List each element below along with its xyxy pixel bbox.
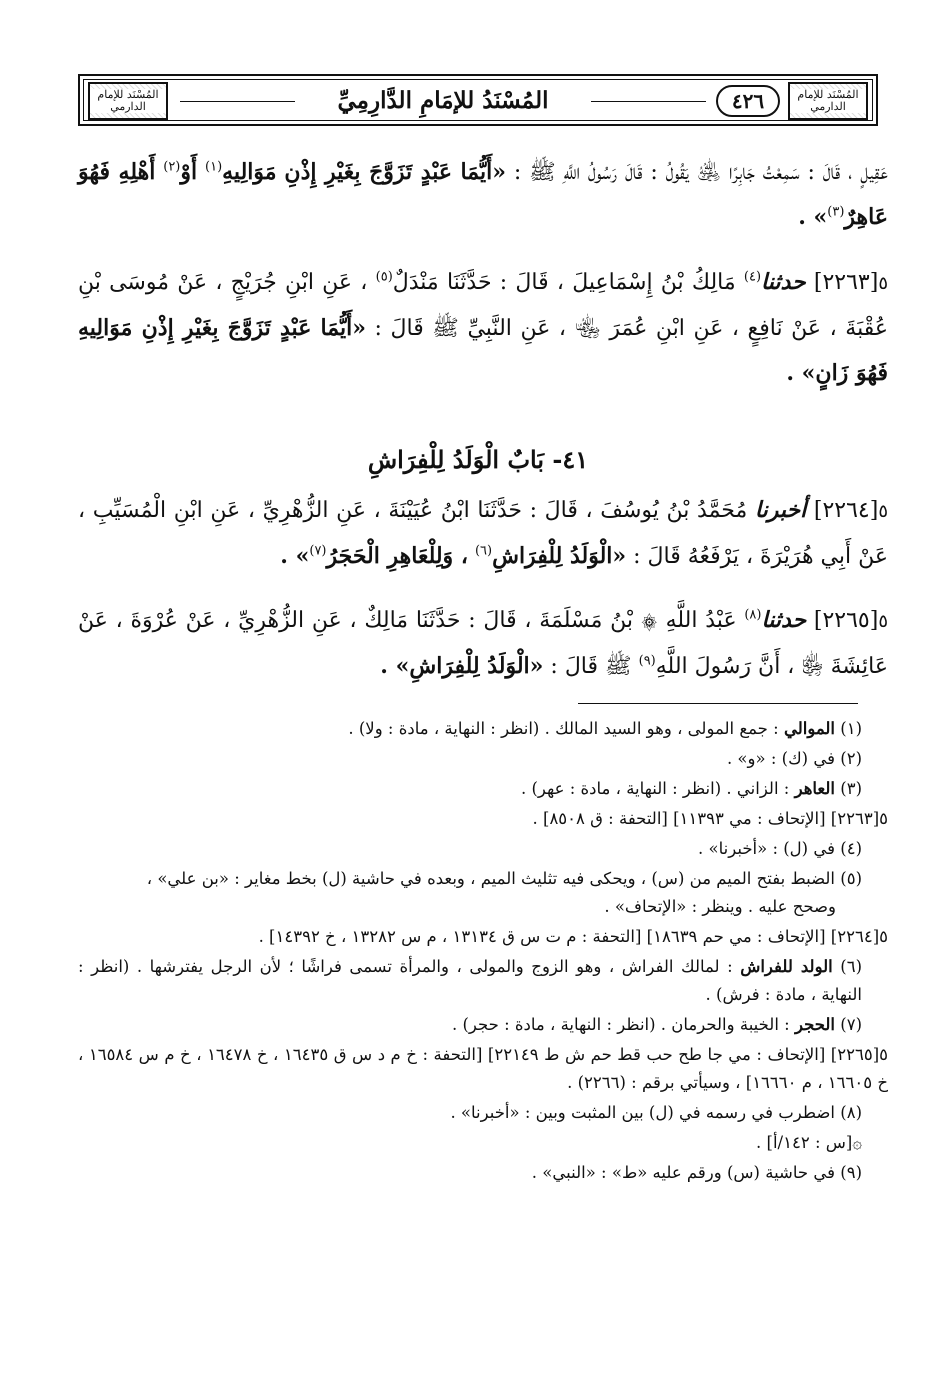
transmission-term: أخبرنا — [754, 497, 807, 523]
book-emblem-right: المُسْنَد للإمام الدارمي — [788, 82, 868, 120]
note-num: (٧) — [840, 1015, 862, 1034]
page-header — [78, 74, 878, 126]
isnad-text: ﷺ قَالَ : — [550, 654, 632, 679]
hadith-marker: ٥ — [878, 611, 888, 632]
note-text: ٥[٢٢٦٥] [الإتحاف : مي جا طح حب قط حم ش ط ٢٢١٤٩] [التحفة : خ م د س ق ١٦٤٣٥ ، خ — [256, 1045, 888, 1064]
hadith-2263 — [78, 260, 888, 396]
footnote-8: (٨) اضطرب في رسمه في (ل) بين المثبت وبين : «أخبرنا» . — [450, 1103, 862, 1122]
note-num: (٦) — [840, 957, 863, 976]
isnad-text: مُحَمَّدُ بْنُ يُوسُفَ ، قَالَ : حَدَّثَنَا ابْنُ عُيَيْنَةَ ، عَنِ الزُّهْرِيِّ ، عَنِ ابْنِ الْمُسَيِّبِ ، عَنْ أَبِي هُرَيْرَةَ ، يَرْفَعُهُ قَالَ : — [78, 498, 888, 569]
hadith-marker: ٥ — [878, 273, 888, 294]
takhrij-2264: ٥[٢٢٦٤] [الإتحاف : مي حم ١٨٦٣٩] [التحفة : م ت س ق ١٣١٣٤ ، م س ١٣٢٨٢ ، خ ١٤٣٩٢] . — [258, 927, 888, 946]
quote-end: » . — [798, 204, 828, 230]
hadith-number: [٢٢٦٣] — [813, 270, 879, 295]
note-text: وصحح عليه . وينظر : «الإتحاف» . — [604, 897, 836, 916]
text: عَقِيلٍ ، قَالَ : سَمِعْتُ جَابِرًا ﵁ يَقُولُ : قَالَ رَسُولُ اللَّهِ ﷺ : — [513, 160, 888, 185]
footnote-ref: (١) — [205, 159, 223, 175]
footnote-ref: (٣) — [827, 204, 845, 220]
hadith-number: [٢٢٦٥] — [813, 608, 879, 633]
hadith-number: [٢٢٦٤] — [813, 498, 879, 523]
quote-part: مَوَالِيهِ — [222, 159, 277, 185]
note-term: الحجر — [794, 1015, 835, 1034]
hadith-2264 — [78, 488, 888, 579]
transmission-term: حدثنا — [761, 607, 807, 633]
note-num: (١) — [840, 719, 862, 738]
note-term: الموالي — [783, 719, 835, 738]
footnote-1 — [78, 715, 888, 743]
prophetic-quote: «الْوَلَدُ لِلْفِرَاشِ — [492, 543, 627, 569]
hadith-2265 — [78, 598, 888, 689]
prophetic-quote: «الْوَلَدُ لِلْفِرَاشِ» . — [380, 653, 544, 679]
footnote-6 — [78, 953, 888, 1009]
footnote-5 — [78, 865, 888, 921]
hadith-marker: ٥ — [878, 501, 888, 522]
footnote-ref: (٨) — [744, 607, 762, 623]
note-text: : جمع المولى ، وهو السيد المالك . (انظر : النهاية ، مادة : ولا) . — [348, 719, 779, 738]
folio-reference: ۞[س : ١٤٢/أ] . — [756, 1133, 862, 1152]
footnote-ref: (٧) — [309, 543, 327, 559]
note-text: : الزاني . (انظر : النهاية ، مادة : عهر) . — [520, 779, 790, 798]
prophetic-quote: «أَيُّمَا عَبْدٍ تَزَوَّجَ بِغَيْرِ إِذْنِ — [284, 159, 506, 185]
note-num: (٣) — [840, 779, 862, 798]
takhrij-2263: ٥[٢٢٦٣] [الإتحاف : مي ١١٣٩٣] [التحفة : ق ٨٥٠٨] . — [532, 809, 888, 828]
footnote-7 — [78, 1011, 888, 1039]
isnad-text: مَالِكُ بْنُ إِسْمَاعِيلَ ، قَالَ : حَدَّثَنَا مَنْدَلٌ — [392, 270, 736, 295]
footnote-9: (٩) في حاشية (س) ورقم عليه «ط» : «النبي» . — [531, 1163, 862, 1182]
hadith-2262-continuation — [78, 150, 888, 240]
prophetic-quote: ، وَلِلْعَاهِرِ الْحَجَرُ — [326, 543, 468, 569]
quote-end: » . — [280, 543, 310, 569]
takhrij-2265 — [78, 1041, 888, 1097]
prophetic-quote: «أَيُّمَا عَبْدٍ تَزَوَّجَ بِغَيْرِ إِذْنِ مَوَالِيهِ فَهُوَ زَانٍ» . — [78, 315, 888, 386]
footnote-3 — [78, 775, 888, 803]
book-emblem-left: المُسْنَد للإمام الدارمي — [88, 82, 168, 120]
note-text: (٥) الضبط بفتح الميم من (س) ، ويحكى فيه تثليث الميم ، وبعده في حاشية (ل) بخط مغاير : «بن علي» ، — [146, 869, 862, 888]
quote-part: أَوْ — [180, 159, 198, 185]
chapter-title: ٤١- بَابٌ الْوَلَدُ لِلْفِرَاشِ — [367, 445, 589, 474]
footnote-ref: (٤) — [743, 269, 762, 285]
note-text: : الخيبة والحرمان . (انظر : النهاية ، مادة : حجر) . — [451, 1015, 790, 1034]
footnote-ref: (٩) — [638, 653, 656, 669]
isnad-text: ، عَنِ ابْنِ جُرَيْجٍ ، عَنْ مُوسَى بْنِ عُقْبَةَ ، عَنْ نَافِعٍ ، عَنِ ابْنِ عُمَرَ ﵄ ، عَنِ النَّبِيِّ ﷺ قَالَ : — [78, 270, 888, 341]
note-term: العاهر — [794, 779, 835, 798]
note-term: الولد للفراش — [740, 957, 833, 976]
running-title: المُسْنَدُ للإمَامِ الدَّارِمِيِّ — [180, 86, 706, 116]
footnote-ref: (٢) — [163, 159, 181, 175]
footnote-ref: (٦) — [474, 543, 493, 559]
footnote-2: (٢) في (ك) : «و» . — [726, 749, 862, 768]
page-number: ٤٢٦ — [716, 85, 780, 117]
footnote-4: (٤) في (ل) : «أخبرنا» . — [698, 839, 862, 858]
isnad-text: عَبْدُ اللَّهِ ۞ بْنُ مَسْلَمَةَ ، قَالَ : حَدَّثَنَا مَالِكٌ ، عَنِ الزُّهْرِيِّ ، عَنْ عُرْوَةَ ، عَنْ عَائِشَةَ ﵂ ، أَنَّ رَسُولَ اللَّهِ — [78, 608, 888, 679]
footnotes — [78, 715, 888, 1189]
footnote-divider — [578, 703, 858, 704]
footnote-ref: (٥) — [375, 269, 393, 285]
transmission-term: حدثنا — [761, 269, 806, 295]
quote-part: أَهْلِهِ فَهُوَ عَاهِرٌ — [78, 159, 888, 230]
note-text: : لمالك الفراش ، وهو الزوج والمولى ، والمرأة تسمى فراشًا ؛ لأن الرجل يفترشها . (انظر : — [78, 957, 733, 976]
note-text: النهاية ، مادة : فرش) . — [705, 985, 862, 1004]
note-text: ١٦٤٧٨ ، خ م س ١٦٥٨٤ ، خ ١٦٦٠٥ ، م ١٦٦٦٠] ، وسيأتي برقم : (٢٢٦٦) . — [78, 1045, 888, 1092]
